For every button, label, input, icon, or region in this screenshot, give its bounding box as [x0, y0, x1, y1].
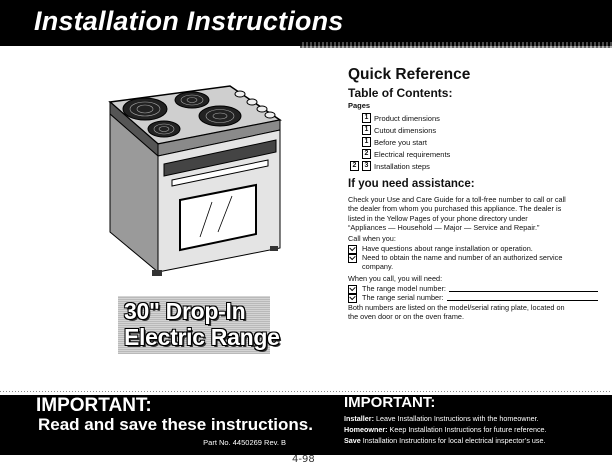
paragraph-line: listed in the Yellow Pages of your phone directory under	[348, 213, 528, 223]
pages-label: Pages	[348, 101, 371, 110]
product-title-block	[118, 296, 280, 354]
product-title-line2: Electric Range	[124, 324, 280, 350]
checklist-item	[348, 253, 598, 272]
note-text: Keep Installation Instructions for future reference.	[389, 425, 547, 434]
note-role: Installer:	[344, 414, 374, 423]
checklist-text: Have questions about range installation or operation.	[362, 244, 533, 253]
toc-item	[350, 137, 427, 147]
serial-number-blank	[447, 293, 598, 301]
footer-note	[344, 425, 547, 434]
call-when-label: Call when you:	[348, 234, 396, 243]
range-illustration	[80, 72, 290, 287]
checkbox-icon	[348, 294, 357, 303]
checklist-text-line: Need to obtain the name and number of an authorized service	[362, 253, 563, 262]
product-title-line1: 30" Drop-In	[124, 298, 246, 324]
note-role: Homeowner:	[344, 425, 388, 434]
model-number-label: The range model number:	[362, 284, 446, 293]
checklist-text-line: company.	[362, 262, 394, 272]
page-number-box: 1	[362, 137, 371, 147]
footer-note	[344, 436, 546, 445]
assistance-heading: If you need assistance:	[348, 178, 475, 190]
note-text: Installation Instructions for local electrical inspector’s use.	[362, 436, 546, 445]
page-number-box: 3	[362, 161, 371, 171]
serial-number-row	[348, 293, 598, 303]
toc-item-label: Before you start	[374, 137, 427, 147]
page-title: Installation Instructions	[34, 6, 344, 36]
toc-item-label: Installation steps	[374, 161, 430, 171]
footer-note	[344, 414, 539, 423]
checklist-text	[362, 253, 562, 272]
paragraph-line: Check your Use and Care Guide for a toll-free number to call or call	[348, 195, 566, 204]
toc-heading: Table of Contents:	[348, 86, 453, 100]
page-number-box: 2	[350, 161, 359, 171]
paragraph-line: “Appliances — Household — Major — Service and Repair.”	[348, 222, 540, 232]
toc-item-label: Product dimensions	[374, 113, 440, 123]
toc-item	[350, 161, 430, 171]
handwritten-date: 4-98	[292, 454, 315, 465]
toc-item-label: Electrical requirements	[374, 149, 451, 159]
paragraph-line: the dealer from whom you purchased this appliance. The dealer is	[348, 204, 562, 214]
assistance-paragraph	[348, 195, 598, 232]
when-you-call-label: When you call, you will need:	[348, 274, 443, 283]
model-number-blank	[449, 284, 598, 292]
read-save-instructions: Read and save these instructions.	[38, 415, 313, 434]
rating-plate-paragraph	[348, 303, 598, 322]
header-shade	[300, 42, 612, 48]
page-number-box: 1	[362, 113, 371, 123]
checkbox-icon	[348, 254, 357, 263]
note-text: Leave Installation Instructions with the homeowner.	[375, 414, 539, 423]
important-heading-left: IMPORTANT:	[36, 395, 152, 416]
page-number-box: 1	[362, 125, 371, 135]
paragraph-line: the oven door or on the oven frame.	[348, 312, 465, 322]
quick-reference-heading: Quick Reference	[348, 66, 471, 83]
note-role: Save	[344, 436, 361, 445]
toc-item	[350, 113, 440, 123]
serial-number-label: The range serial number:	[362, 293, 444, 302]
toc-item	[350, 149, 450, 159]
dotted-divider	[0, 391, 612, 392]
important-heading-right: IMPORTANT:	[344, 394, 436, 411]
page-number-box: 2	[362, 149, 371, 159]
toc-item-label: Cutout dimensions	[374, 125, 437, 135]
toc-item	[350, 125, 436, 135]
paragraph-line: Both numbers are listed on the model/serial rating plate, located on	[348, 303, 565, 312]
part-number: Part No. 4450269 Rev. B	[203, 438, 286, 447]
